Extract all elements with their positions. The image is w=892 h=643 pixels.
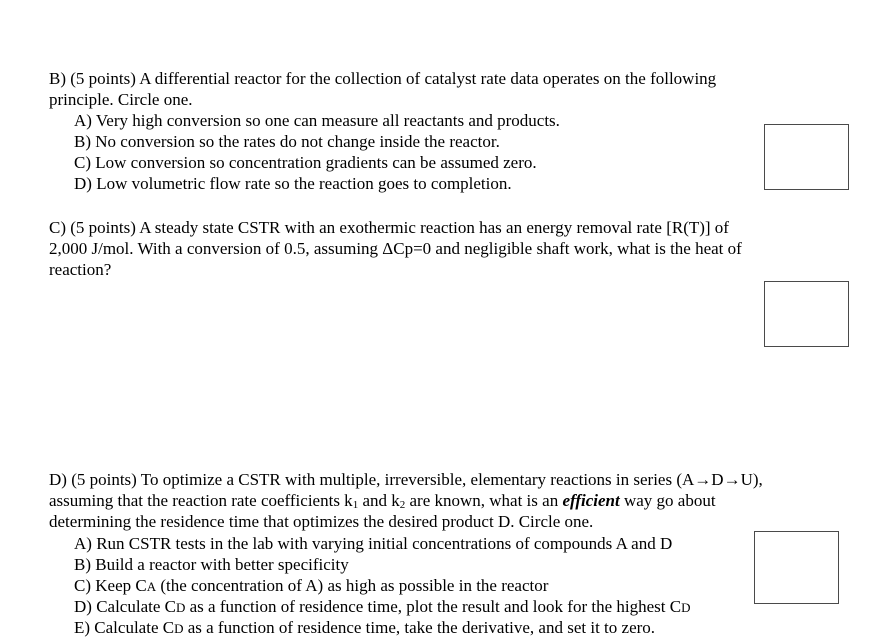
question-d-line-2: assuming that the reaction rate coefficients k1 and k2 are known, what is an efficient way go about xyxy=(49,491,716,511)
question-c-line-2: 2,000 J/mol. With a conversion of 0.5, assuming ΔCp=0 and negligible shaft work, what is the heat of xyxy=(49,239,742,258)
question-b-line-2: principle. Circle one. xyxy=(49,90,193,109)
question-d-option-c: C) Keep CA (the concentration of A) as high as possible in the reactor xyxy=(74,576,549,595)
question-b-option-c: C) Low conversion so concentration gradients can be assumed zero. xyxy=(74,153,537,172)
question-c-line-3: reaction? xyxy=(49,260,112,279)
question-d-line-1: D) (5 points) To optimize a CSTR with multiple, irreversible, elementary reactions in series (A→D→U), xyxy=(49,470,763,489)
question-c-line-1: C) (5 points) A steady state CSTR with an exothermic reaction has an energy removal rate [R(T)] of xyxy=(49,218,729,237)
question-d-option-e: E) Calculate CD as a function of residence time, take the derivative, and set it to zero. xyxy=(74,618,656,637)
question-b-answer-box[interactable] xyxy=(764,124,849,190)
question-b-option-a: A) Very high conversion so one can measure all reactants and products. xyxy=(74,111,560,130)
question-b-line-1: B) (5 points) A differential reactor for the collection of catalyst rate data operates on the following xyxy=(49,69,717,88)
question-c-answer-box[interactable] xyxy=(764,281,849,347)
question-d-answer-box[interactable] xyxy=(754,531,839,604)
question-d-option-d: D) Calculate CD as a function of residence time, plot the result and look for the highest CD xyxy=(74,597,691,616)
question-d-line-3: determining the residence time that optimizes the desired product D. Circle one. xyxy=(49,512,594,531)
question-d-option-a: A) Run CSTR tests in the lab with varying initial concentrations of compounds A and D xyxy=(74,534,673,553)
question-b-option-d: D) Low volumetric flow rate so the reaction goes to completion. xyxy=(74,174,512,193)
question-b-option-b: B) No conversion so the rates do not change inside the reactor. xyxy=(74,132,500,151)
efficient-emphasis: efficient xyxy=(562,491,620,510)
question-d-option-b: B) Build a reactor with better specificity xyxy=(74,555,349,574)
